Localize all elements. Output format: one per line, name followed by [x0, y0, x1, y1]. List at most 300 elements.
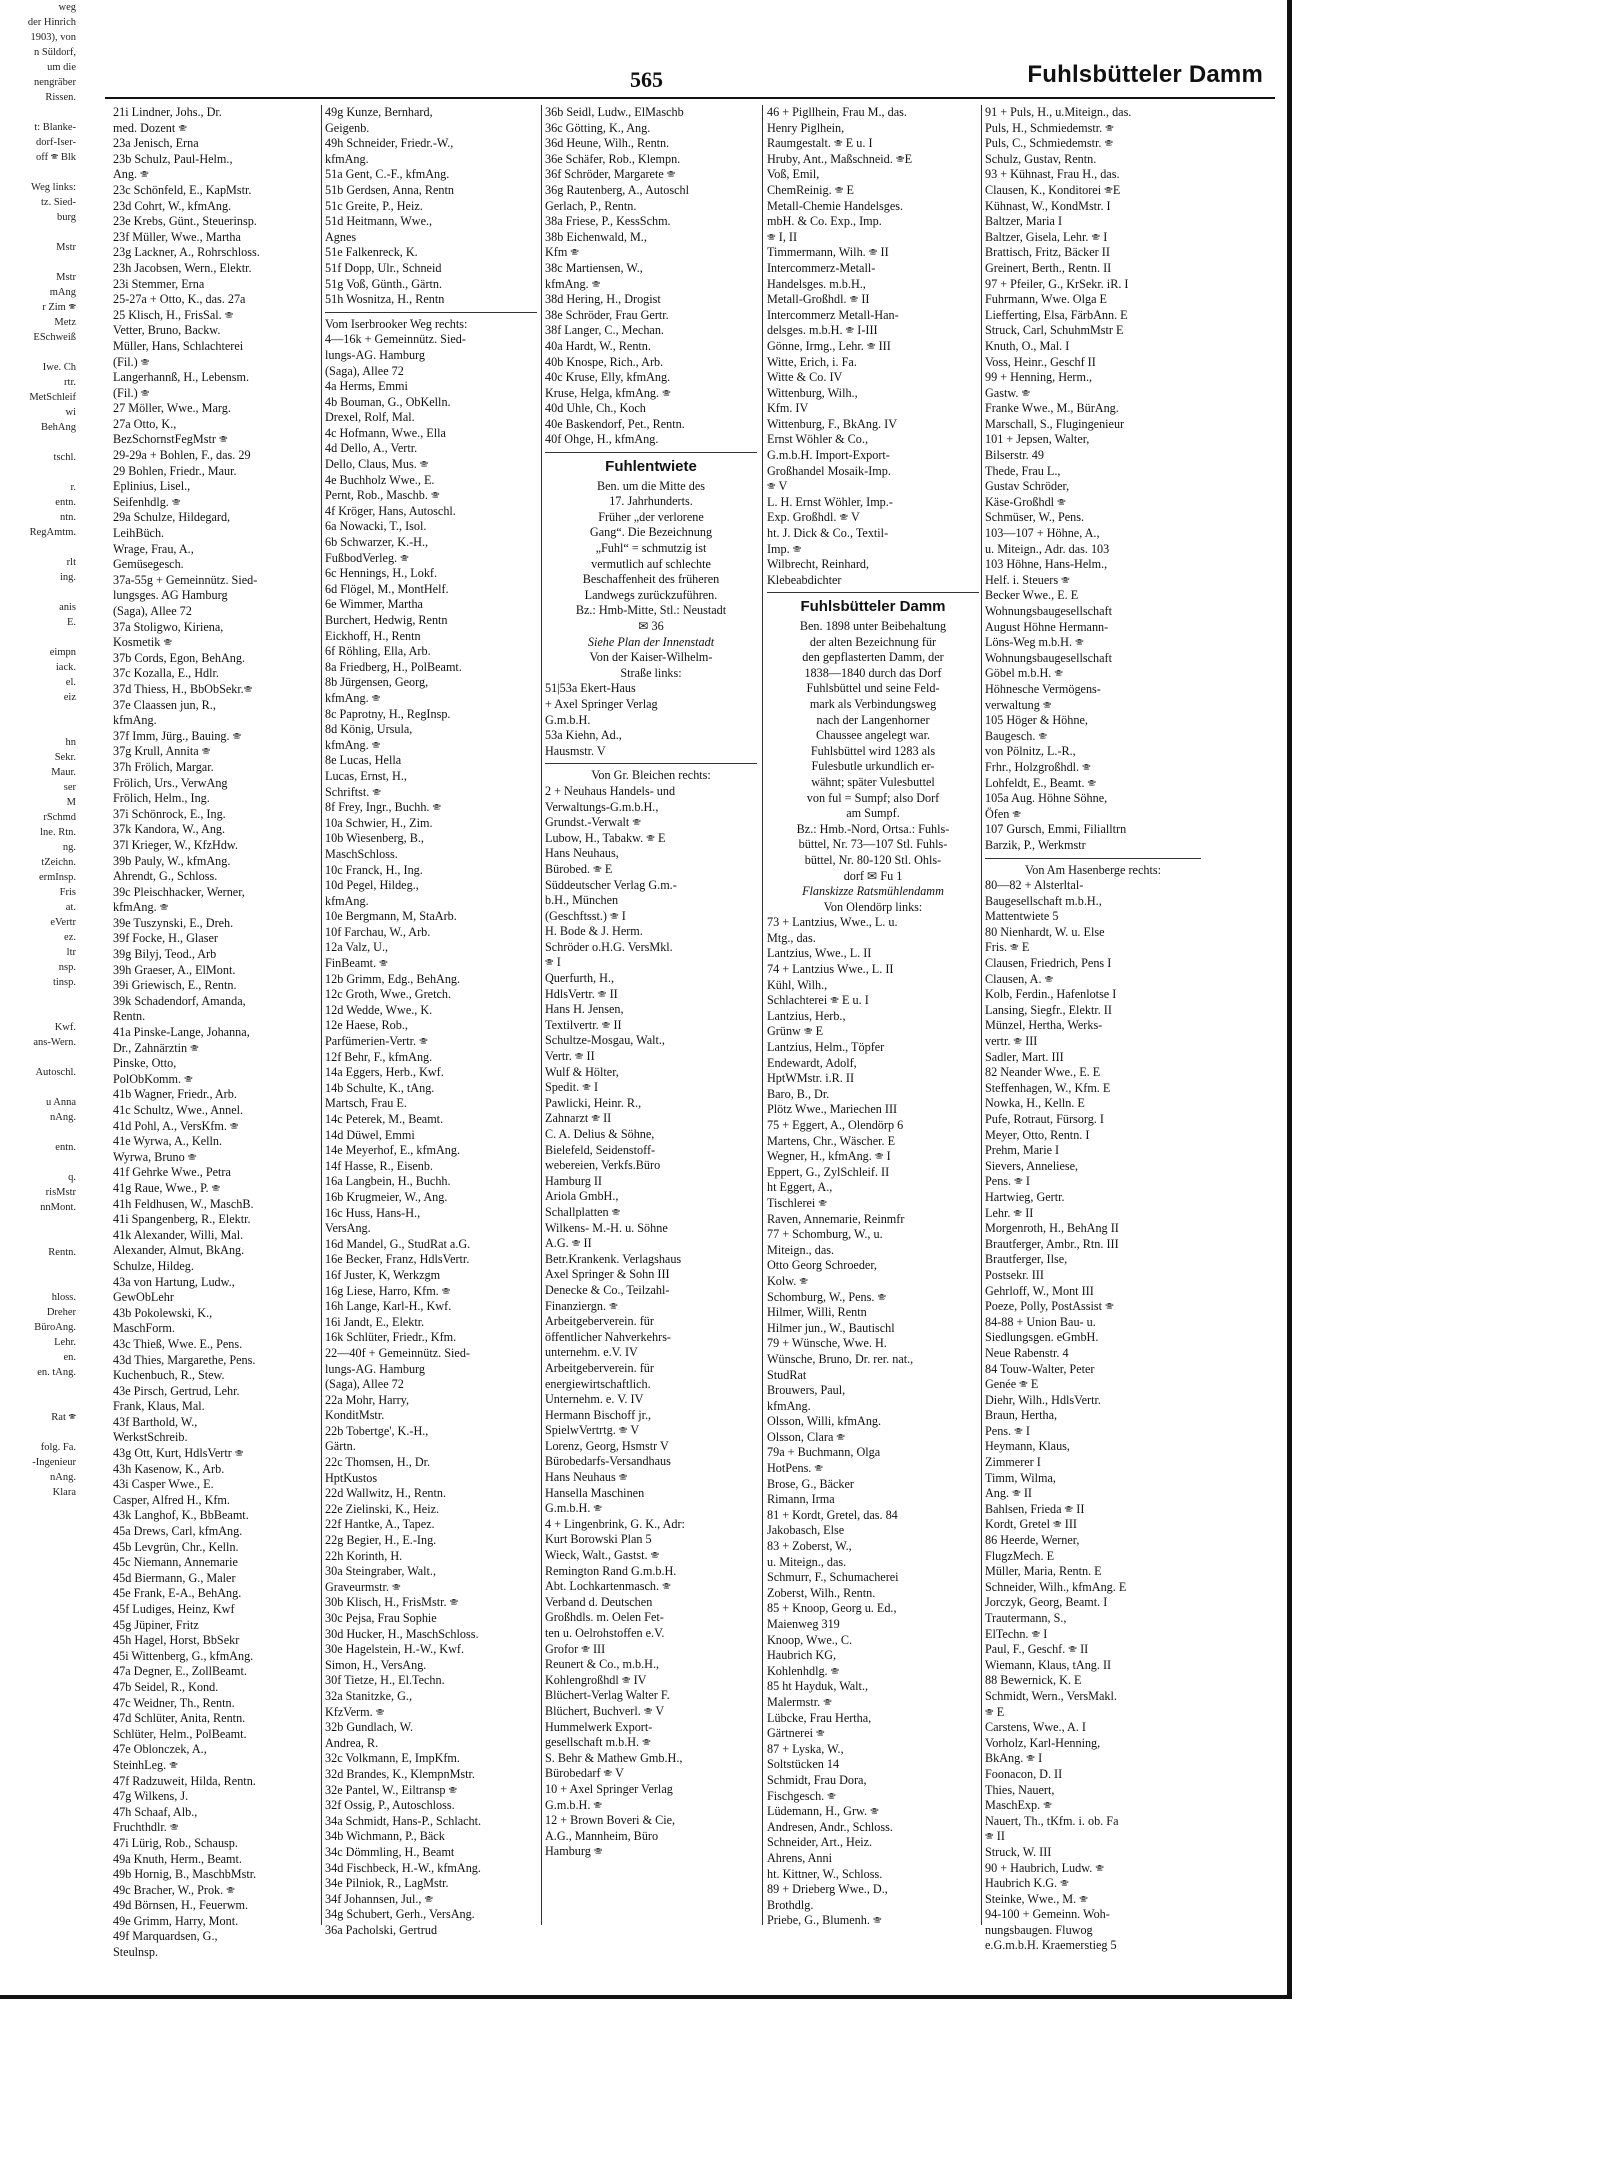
directory-entry: FußbodVerleg. 🕾 — [325, 550, 409, 565]
directory-entry: 82 Neander Wwe., E. E — [985, 1065, 1101, 1080]
directory-entry: Zimmerer I — [985, 1455, 1041, 1470]
directory-entry: 22h Korinth, H. — [325, 1548, 403, 1563]
directory-entry: ten u. Oelrohstoffen e.V. — [545, 1626, 665, 1640]
gutter-line: mAng — [49, 287, 76, 298]
directory-entry: Rimann, Irma — [767, 1492, 835, 1507]
directory-entry: 43a von Hartung, Ludw., — [113, 1274, 235, 1289]
directory-entry: 37a-55g + Gemeinnütz. Sied- — [113, 572, 258, 587]
directory-entry: Schneider, Wilh., kfmAng. E — [985, 1579, 1127, 1594]
directory-entry: kfmAng. 🕾 — [113, 900, 169, 915]
gutter-line — [0, 105, 78, 120]
directory-entry: 40c Kruse, Elly, kfmAng. — [545, 370, 671, 385]
gutter-line: wi — [65, 407, 76, 418]
column-divider — [981, 105, 982, 1925]
directory-entry: 49e Grimm, Harry, Mont. — [113, 1913, 239, 1928]
directory-entry: 29 Bohlen, Friedr., Maur. — [113, 463, 237, 478]
directory-entry: 45b Levgrün, Chr., Kelln. — [113, 1539, 239, 1554]
directory-entry: Arbeitgeberverein. für — [545, 1360, 654, 1375]
directory-entry: Höhnesche Vermögens- — [985, 681, 1101, 696]
street-note: Von Olendörp links: — [823, 899, 923, 914]
directory-entry: 22d Wallwitz, H., Rentn. — [325, 1486, 446, 1501]
directory-entry: Nowka, H., Kelln. E — [985, 1096, 1085, 1111]
directory-entry: Münzel, Hertha, Werks- — [985, 1018, 1103, 1033]
gutter-line: r Zim 🕾 — [42, 302, 76, 313]
directory-entry: Helf. i. Steuers 🕾 — [985, 572, 1070, 587]
directory-entry: Kosmetik 🕾 — [113, 635, 173, 650]
directory-entry: Brouwers, Paul, — [767, 1383, 846, 1398]
column-1 — [113, 105, 323, 1960]
directory-entry: 16f Juster, K, Werkzgm — [325, 1267, 441, 1282]
directory-entry: ht Eggert, A., — [767, 1180, 833, 1195]
page-number: 565 — [630, 67, 663, 92]
column-2 — [325, 105, 537, 1935]
directory-entry: Wilkens- M.-H. u. Söhne — [545, 1220, 668, 1235]
directory-entry: 41h Feldhusen, W., MaschB. — [113, 1196, 254, 1211]
directory-entry: 41b Wagner, Friedr., Arb. — [113, 1087, 237, 1102]
directory-entry: Verband d. Deutschen — [545, 1594, 653, 1609]
directory-entry: FlugzMech. E — [985, 1548, 1055, 1563]
directory-entry: 23g Lackner, A., Rohrschloss. — [113, 245, 260, 260]
directory-entry: Hansella Maschinen — [545, 1485, 645, 1500]
directory-entry: 45d Biermann, G., Maler — [113, 1570, 236, 1585]
directory-entry: Vetter, Bruno, Backw. — [113, 323, 221, 338]
directory-entry: Haubrich K.G. 🕾 — [985, 1876, 1069, 1891]
directory-entry: Raven, Annemarie, Reinmfr — [767, 1211, 905, 1226]
directory-entry: 6b Schwarzer, K.-H., — [325, 535, 429, 550]
directory-entry: 47a Degner, E., ZollBeamt. — [113, 1664, 247, 1679]
gutter-line: eVertr — [50, 917, 76, 928]
directory-entry: 30d Hucker, H., MaschSchloss. — [325, 1626, 479, 1641]
directory-entry: 10f Farchau, W., Arb. — [325, 924, 431, 939]
directory-entry: 4c Hofmann, Wwe., Ella — [325, 425, 446, 440]
directory-entry: GewObLehr — [113, 1290, 174, 1305]
directory-entry: Hilmer, Willi, Rentn — [767, 1305, 867, 1320]
directory-entry: 30c Pejsa, Frau Sophie — [325, 1611, 437, 1625]
directory-entry: 41a Pinske-Lange, Johanna, — [113, 1025, 250, 1040]
directory-entry: Abt. Lochkartenmasch. 🕾 — [545, 1579, 671, 1594]
directory-entry: Witte & Co. IV — [767, 370, 843, 385]
directory-entry: Lubow, H., Tabakw. 🕾 E — [545, 830, 666, 845]
directory-entry: Brattisch, Fritz, Bäcker II — [985, 245, 1110, 260]
directory-entry: 32c Volkmann, E, ImpKfm. — [325, 1751, 460, 1766]
directory-entry: energiewirtschaftlich. — [545, 1376, 651, 1391]
directory-entry: Mattentwiete 5 — [985, 909, 1059, 924]
gutter-line: el. — [65, 677, 76, 688]
directory-entry: 51g Voß, Günth., Gärtn. — [325, 276, 443, 291]
gutter-line — [0, 345, 78, 360]
street-note: Landwegs zurückzuführen. — [584, 587, 718, 602]
directory-entry: 4—16k + Gemeinnütz. Sied- — [325, 332, 466, 347]
directory-entry: 39f Focke, H., Glaser — [113, 931, 218, 946]
gutter-line — [0, 1275, 78, 1290]
directory-entry: Eppert, G., ZylSchleif. II — [767, 1164, 890, 1179]
directory-entry: Otto Georg Schroeder, — [767, 1258, 877, 1273]
directory-entry: 49b Hornig, B., MaschbMstr. — [113, 1867, 257, 1882]
gutter-line — [0, 1215, 78, 1230]
directory-entry: Ang. 🕾 — [113, 167, 149, 182]
directory-entry: Paul, F., Geschf. 🕾 II — [985, 1642, 1089, 1657]
directory-entry: 22b Tobertge', K.-H., — [325, 1423, 429, 1438]
directory-entry: verwaltung 🕾 — [985, 697, 1052, 712]
gutter-line: nsp. — [58, 962, 76, 973]
directory-entry: Siedlungsgen. eGmbH. — [985, 1330, 1099, 1345]
directory-entry: 90 + Haubrich, Ludw. 🕾 — [985, 1860, 1105, 1875]
gutter-line: ESchweiß — [33, 332, 76, 343]
gutter-line: r. — [70, 482, 76, 493]
directory-entry: Fruchthdlr. 🕾 — [113, 1820, 179, 1835]
gutter-line: Mstr — [56, 272, 76, 283]
directory-entry: StudRat — [767, 1367, 807, 1382]
directory-entry: Schmüser, W., Pens. — [985, 510, 1085, 525]
directory-entry: Lantzius, Helm., Töpfer — [767, 1040, 885, 1055]
directory-entry: G.m.b.H. 🕾 — [545, 1797, 603, 1812]
directory-entry: KonditMstr. — [325, 1408, 385, 1423]
directory-entry: 47h Schaaf, Alb., — [113, 1804, 198, 1819]
gutter-line: eimpn — [49, 647, 76, 658]
gutter-line: q. — [68, 1172, 76, 1183]
gutter-line — [0, 630, 78, 645]
directory-entry: Süddeutscher Verlag G.m.- — [545, 877, 677, 892]
gutter-line: u Anna — [45, 1097, 76, 1108]
directory-entry: Kohlengroßhdl 🕾 IV — [545, 1672, 647, 1687]
gutter-line: der Hinrich — [27, 17, 76, 28]
directory-entry: ht. J. Dick & Co., Textil- — [767, 526, 889, 541]
directory-entry: Lantzius, Herb., — [767, 1008, 846, 1023]
directory-entry: 6a Nowacki, T., Isol. — [325, 519, 427, 534]
directory-entry: Wünsche, Bruno, Dr. rer. nat., — [767, 1351, 914, 1366]
street-note: Chaussee angelegt war. — [815, 728, 931, 743]
directory-entry: 30f Tietze, H., El.Techn. — [325, 1673, 445, 1688]
directory-entry: Kordt, Gretel 🕾 III — [985, 1517, 1077, 1532]
gutter-line — [0, 1080, 78, 1095]
section-rule — [545, 763, 757, 764]
directory-entry: lungsges. AG Hamburg — [113, 588, 228, 603]
directory-entry: 49h Schneider, Friedr.-W., — [325, 136, 454, 151]
street-note: büttel, Nr. 73—107 Stl. Fuhls- — [798, 837, 948, 852]
directory-entry: Finanziergn. 🕾 — [545, 1298, 618, 1313]
gutter-line: hloss. — [51, 1292, 76, 1303]
directory-entry: C. A. Delius & Söhne, — [545, 1127, 655, 1141]
directory-entry: H. Bode & J. Herm. — [545, 924, 643, 939]
directory-entry: Nauert, Th., tKfm. i. ob. Fa — [985, 1813, 1119, 1828]
directory-entry: 80—82 + Alsterltal- — [985, 878, 1084, 893]
directory-entry: 51f Dopp, Ulr., Schneid — [325, 260, 442, 275]
directory-entry: 32a Stanitzke, G., — [325, 1688, 412, 1703]
directory-entry: 22e Zielinski, K., Heiz. — [325, 1501, 440, 1516]
directory-entry: 38e Schröder, Frau Gertr. — [545, 307, 669, 322]
directory-entry: 47g Wilkens, J. — [113, 1789, 189, 1804]
directory-entry: 43g Ott, Kurt, HdlsVertr 🕾 — [113, 1446, 244, 1461]
directory-entry: Braun, Hertha, — [985, 1408, 1058, 1423]
directory-entry: 36f Schröder, Margarete 🕾 — [545, 167, 676, 182]
gutter-line: ans-Wern. — [33, 1037, 76, 1048]
directory-entry: 103 Höhne, Hans-Helm., — [985, 557, 1108, 572]
directory-entry: 101 + Jepsen, Walter, — [985, 432, 1090, 447]
directory-entry: Frank, Klaus, Mal. — [113, 1399, 205, 1414]
directory-entry: 30a Steingraber, Walt., — [325, 1564, 437, 1579]
directory-entry: 4a Herms, Emmi — [325, 379, 408, 394]
directory-entry: Schulze, Hildeg. — [113, 1258, 194, 1273]
directory-entry: Baltzer, Gisela, Lehr. 🕾 I — [985, 229, 1108, 244]
gutter-line: nAng. — [50, 1112, 76, 1123]
directory-entry: 38b Eichenwald, M., — [545, 229, 647, 244]
directory-entry: 34b Wichmann, P., Bäck — [325, 1829, 445, 1844]
directory-entry: 16g Liese, Harro, Kfm. 🕾 — [325, 1283, 451, 1298]
directory-entry: 32f Ossig, P., Autoschloss. — [325, 1798, 455, 1813]
directory-entry: Schlachterei 🕾 E u. I — [767, 993, 869, 1008]
directory-entry: Gehrloff, W., Mont III — [985, 1283, 1094, 1298]
directory-entry: 43c Thieß, Wwe. E., Pens. — [113, 1336, 243, 1351]
directory-entry: 53a Kiehn, Ad., — [545, 728, 622, 743]
directory-entry: 37k Kandora, W., Ang. — [113, 822, 226, 837]
directory-entry: Lübcke, Frau Hertha, — [767, 1710, 872, 1725]
directory-entry: Henry Piglhein, — [767, 120, 845, 135]
directory-entry: Öfen 🕾 — [985, 806, 1022, 821]
gutter-line: Iwe. Ch — [42, 362, 76, 373]
directory-entry: u. Miteign., das. — [767, 1554, 847, 1569]
directory-entry: Spedit. 🕾 I — [545, 1080, 599, 1095]
directory-entry: 99 + Henning, Herm., — [985, 370, 1093, 385]
street-note: dorf ✉ Fu 1 — [843, 868, 903, 883]
directory-entry: 12d Wedde, Wwe., K. — [325, 1002, 433, 1017]
directory-entry: MaschSchloss. — [325, 846, 398, 861]
directory-entry: 4b Bouman, G., ObKelln. — [325, 394, 451, 409]
directory-entry: Prehm, Marie I — [985, 1143, 1060, 1158]
directory-entry: Miteign., das. — [767, 1242, 835, 1257]
directory-entry: 105 Höger & Höhne, — [985, 713, 1088, 728]
directory-entry: Vorholz, Karl-Henning, — [985, 1735, 1101, 1750]
directory-entry: 51b Gerdsen, Anna, Rentn — [325, 182, 454, 197]
directory-entry: Hamburg 🕾 — [545, 1844, 603, 1859]
plan-reference: Flanskizze Ratsmühlendamm — [802, 884, 944, 899]
directory-entry: Struck, Carl, SchuhmMstr E — [985, 323, 1124, 338]
directory-entry: 37c Kozalla, E., Hdlr. — [113, 666, 219, 681]
directory-entry: 6c Hennings, H., Lokf. — [325, 566, 438, 581]
directory-entry: 🕾 V — [767, 479, 788, 494]
directory-entry: Rentn. — [113, 1009, 146, 1024]
directory-entry: 23a Jenisch, Erna — [113, 136, 199, 151]
directory-entry: 47f Radzuweit, Hilda, Rentn. — [113, 1773, 256, 1788]
directory-entry: 43b Pokolewski, K., — [113, 1305, 213, 1320]
directory-entry: Eplinius, Lisel., — [113, 479, 191, 494]
street-heading: Fuhlsbütteler Damm — [800, 598, 946, 616]
directory-entry: 47i Lürig, Rob., Schausp. — [113, 1835, 238, 1850]
directory-entry: Hummelwerk Export- — [545, 1719, 653, 1734]
directory-entry: Kühnast, W., KondMstr. I — [985, 198, 1111, 213]
directory-entry: BkAng. 🕾 I — [985, 1751, 1043, 1766]
directory-entry: 41d Pohl, A., VersKfm. 🕾 — [113, 1118, 239, 1133]
directory-entry: 49c Bracher, W., Prok. 🕾 — [113, 1882, 235, 1897]
directory-entry: Raumgestalt. 🕾 E u. I — [767, 136, 873, 151]
directory-entry: 10d Pegel, Hildeg., — [325, 878, 419, 893]
directory-entry: 8a Friedberg, H., PolBeamt. — [325, 659, 462, 674]
directory-entry: Clausen, A. 🕾 — [985, 971, 1054, 986]
directory-entry: 43d Thies, Margarethe, Pens. — [113, 1352, 256, 1367]
directory-entry: Burchert, Hedwig, Rentn — [325, 613, 448, 627]
directory-entry: 36c Götting, K., Ang. — [545, 120, 651, 135]
gutter-line: Rentn. — [48, 1247, 76, 1258]
directory-entry: 6d Flögel, M., MontHelf. — [325, 581, 449, 596]
directory-entry: Liefferting, Elsa, FärbAnn. E — [985, 307, 1128, 322]
directory-entry: Kfm 🕾 — [545, 245, 580, 260]
directory-entry: S. Behr & Mathew Gmb.H., — [545, 1750, 683, 1765]
street-note: Fuhlsbüttel und seine Feld- — [806, 681, 940, 696]
gutter-line — [0, 1050, 78, 1065]
directory-entry: Langerhannß, H., Lebensm. — [113, 370, 250, 385]
directory-entry: Graveurmstr. 🕾 — [325, 1579, 401, 1594]
directory-entry: Wittenburg, Wilh., — [767, 385, 858, 400]
directory-entry: 6f Röhling, Ella, Arb. — [325, 644, 431, 659]
directory-entry: 8e Lucas, Hella — [325, 753, 402, 768]
directory-entry: Handelsges. m.b.H., — [767, 276, 866, 291]
directory-entry: Wohnungsbaugesellschaft — [985, 604, 1112, 618]
directory-entry: kfmAng. 🕾 — [545, 276, 601, 291]
gutter-line: iack. — [55, 662, 76, 673]
directory-entry: ChemReinig. 🕾 E — [767, 182, 854, 197]
directory-entry: 88 Bewernick, K. E — [985, 1673, 1082, 1688]
directory-entry: 12e Haese, Rob., — [325, 1018, 408, 1033]
directory-entry: Gärtnerei 🕾 — [767, 1726, 825, 1741]
directory-entry: Martsch, Frau E. — [325, 1096, 407, 1111]
directory-entry: HdlsVertr. 🕾 II — [545, 986, 618, 1001]
directory-entry: 14d Düwel, Emmi — [325, 1127, 415, 1142]
directory-entry: 10b Wiesenberg, B., — [325, 831, 424, 846]
directory-entry: 25 Klisch, H., FrisSal. 🕾 — [113, 307, 234, 322]
plan-reference: Siehe Plan der Innenstadt — [587, 634, 715, 649]
directory-entry: Baro, B., Dr. — [767, 1086, 830, 1101]
directory-entry: Kruse, Helga, kfmAng. 🕾 — [545, 385, 671, 400]
directory-entry: Grünw 🕾 E — [767, 1024, 824, 1039]
directory-entry: Frhr., Holzgroßhdl. 🕾 — [985, 759, 1091, 774]
directory-entry: 41g Raue, Wwe., P. 🕾 — [113, 1180, 221, 1195]
gutter-line: MetSchleif — [29, 392, 76, 403]
directory-entry: 79 + Wünsche, Wwe. H. — [767, 1336, 887, 1351]
directory-entry: 39k Schadendorf, Amanda, — [113, 993, 246, 1008]
directory-entry: webereien, Verkfs.Büro — [545, 1158, 661, 1173]
directory-entry: 8f Frey, Ingr., Buchh. 🕾 — [325, 800, 442, 815]
directory-entry: 12a Valz, U., — [325, 940, 389, 955]
directory-entry: 8d König, Ursula, — [325, 722, 413, 737]
directory-entry: 🕾 E — [985, 1704, 1005, 1719]
directory-entry: 37g Krull, Annita 🕾 — [113, 744, 211, 759]
directory-entry: Jakobasch, Else — [767, 1523, 845, 1538]
street-note: Von Am Hasenberge rechts: — [1025, 862, 1161, 877]
directory-entry: 77 + Schomburg, W., u. — [767, 1227, 883, 1242]
directory-entry: Remington Rand G.m.b.H. — [545, 1563, 677, 1578]
directory-entry: Hruby, Ant., Maßschneid. 🕾E — [767, 151, 913, 166]
directory-entry: Zahnarzt 🕾 II — [545, 1111, 612, 1126]
directory-entry: 16a Langbein, H., Buchh. — [325, 1174, 451, 1189]
directory-entry: 85 + Knoop, Georg u. Ed., — [767, 1601, 897, 1616]
directory-entry: Denecke & Co., Teilzahl- — [545, 1282, 670, 1297]
directory-entry: Bürobedarf 🕾 V — [545, 1766, 624, 1781]
directory-entry: kfmAng. — [325, 151, 369, 166]
directory-entry: unternehm. e.V. IV — [545, 1345, 638, 1360]
gutter-line — [0, 705, 78, 720]
street-note: Bz.: Hmb.-Nord, Ortsa.: Fuhls- — [796, 821, 950, 836]
directory-entry: 🕾 II — [985, 1829, 1005, 1844]
directory-entry: Simon, H., VersAng. — [325, 1657, 427, 1672]
directory-entry: Schulz, Gustav, Rentn. — [985, 151, 1097, 166]
street-note: Bz.: Hmb-Mitte, Stl.: Neustadt — [575, 603, 727, 618]
directory-entry: Pinske, Otto, — [113, 1056, 177, 1071]
column-4 — [767, 105, 979, 1935]
directory-entry: nungsbaugen. Fluwog — [985, 1922, 1093, 1937]
directory-entry: PolObKomm. 🕾 — [113, 1071, 193, 1086]
directory-entry: Intercommerz Metall-Han- — [767, 307, 899, 322]
gutter-line: Maur. — [51, 767, 76, 778]
gutter-line: Weg links: — [31, 182, 76, 193]
directory-entry: Ang. 🕾 II — [985, 1486, 1032, 1501]
directory-entry: 40b Knospe, Rich., Arb. — [545, 354, 664, 369]
directory-entry: kfmAng. — [113, 713, 157, 728]
directory-entry: 51c Greite, P., Heiz. — [325, 198, 423, 213]
directory-entry: 4d Dello, A., Vertr. — [325, 441, 418, 456]
directory-entry: Neue Rabenstr. 4 — [985, 1345, 1069, 1360]
gutter-line — [0, 1155, 78, 1170]
section-rule — [325, 312, 537, 313]
gutter-line: tZeichn. — [41, 857, 76, 868]
directory-entry: VersAng. — [325, 1221, 371, 1236]
directory-entry: 46 + Pigllhein, Frau M., das. — [767, 105, 907, 119]
directory-entry: Becker Wwe., E. E — [985, 588, 1079, 603]
directory-entry: Schlüter, Helm., PolBeamt. — [113, 1726, 247, 1741]
gutter-line: Dreher — [46, 1307, 76, 1318]
directory-entry: 43e Pirsch, Gertrud, Lehr. — [113, 1383, 240, 1398]
directory-entry: 74 + Lantzius Wwe., L. II — [767, 962, 894, 977]
directory-entry: Alexander, Almut, BkAng. — [113, 1243, 245, 1258]
street-note: von ful = Sumpf; also Dorf — [806, 790, 940, 805]
directory-entry: Kohlenhdlg. 🕾 — [767, 1663, 840, 1678]
directory-entry: 84-88 + Union Bau- u. — [985, 1314, 1096, 1329]
directory-entry: 51|53a Ekert-Haus — [545, 681, 636, 696]
directory-entry: Andresen, Andr., Schloss. — [767, 1819, 893, 1834]
directory-entry: 29a Schulze, Hildegard, — [113, 510, 231, 525]
gutter-line: tschl. — [53, 452, 76, 463]
gutter-line: burg — [56, 212, 76, 223]
directory-entry: Intercommerz-Metall- — [767, 260, 876, 275]
directory-entry: 39h Graeser, A., ElMont. — [113, 962, 236, 977]
directory-entry: 47e Oblonczek, A., — [113, 1742, 207, 1757]
directory-entry: Diehr, Wilh., HdlsVertr. — [985, 1392, 1101, 1407]
directory-entry: Reunert & Co., m.b.H., — [545, 1657, 660, 1672]
directory-entry: Schmidt, Wern., VersMakl. — [985, 1688, 1117, 1703]
directory-entry: Hans Neuhaus, — [545, 846, 619, 861]
directory-entry: SteinhLeg. 🕾 — [113, 1757, 178, 1772]
gutter-line: ng. — [62, 842, 76, 853]
gutter-line — [0, 225, 78, 240]
gutter-line: weg — [58, 2, 76, 13]
directory-entry: ElTechn. 🕾 I — [985, 1626, 1048, 1641]
gutter-line: ntn. — [59, 512, 76, 523]
gutter-line — [0, 465, 78, 480]
directory-entry: 94-100 + Gemeinn. Woh- — [985, 1907, 1110, 1922]
directory-entry: Vom Iserbrooker Weg rechts: — [325, 316, 468, 331]
directory-entry: Olsson, Clara 🕾 — [767, 1429, 846, 1444]
directory-entry: Wyrwa, Bruno 🕾 — [113, 1149, 197, 1164]
left-page-gutter-fragment — [0, 0, 78, 2000]
directory-entry: MaschForm. — [113, 1321, 175, 1336]
gutter-line: Lehr. — [54, 1337, 76, 1348]
gutter-line — [0, 1005, 78, 1020]
directory-entry: Jorczyk, Georg, Beamt. I — [985, 1595, 1108, 1610]
directory-entry: Bielefeld, Seidenstoff- — [545, 1142, 656, 1157]
directory-entry: Axel Springer & Sohn III — [545, 1267, 670, 1282]
directory-entry: von Pölnitz, L.-R., — [985, 744, 1076, 759]
directory-entry: 4 + Lingenbrink, G. K., Adr: — [545, 1516, 685, 1531]
directory-entry: Malermstr. 🕾 — [767, 1694, 832, 1709]
directory-entry: 10c Franck, H., Ing. — [325, 862, 423, 877]
